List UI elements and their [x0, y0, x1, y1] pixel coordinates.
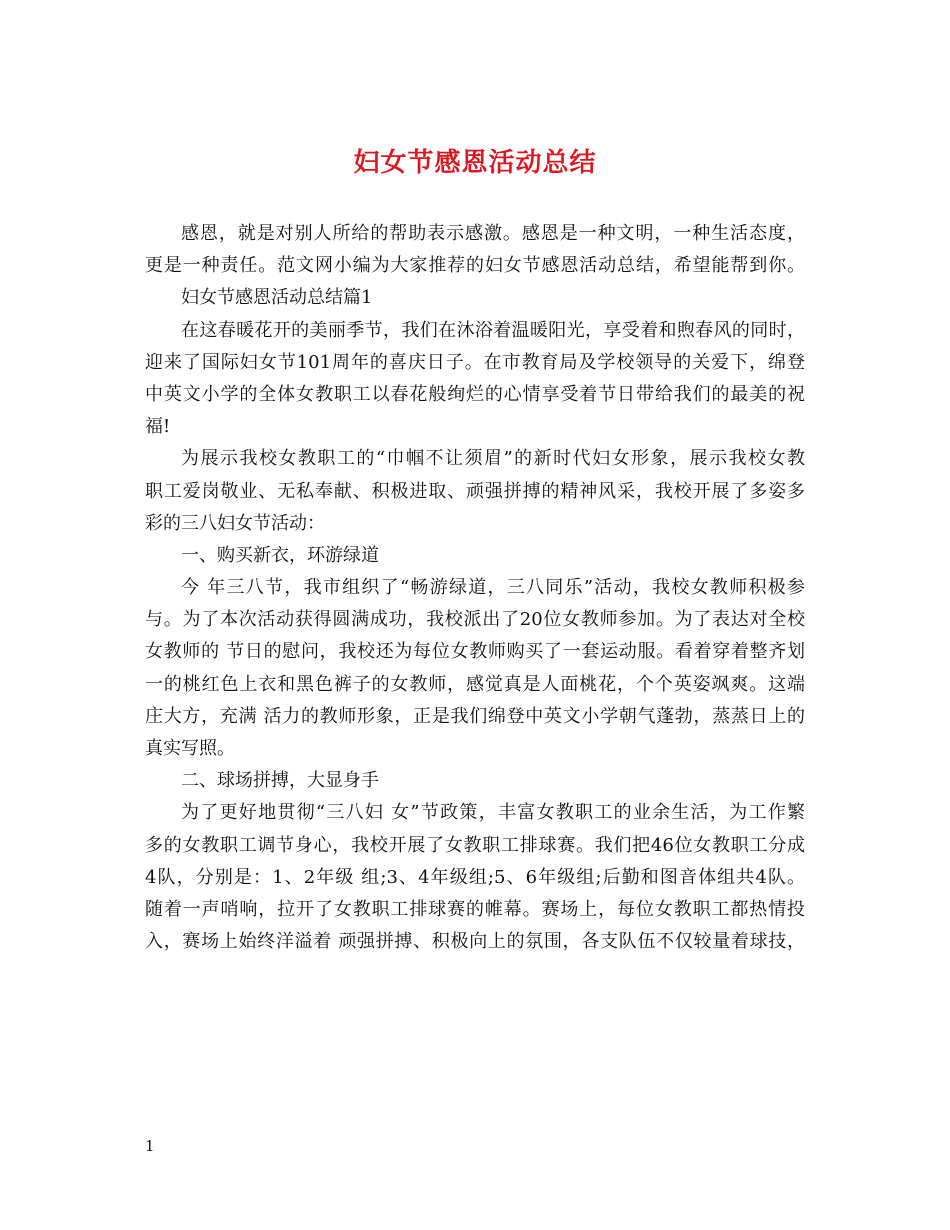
document-title: 妇女节感恩活动总结 [353, 148, 597, 178]
text-line: 为展示我校女教职工的“巾帼不让须眉”的新时代妇女形象，展示我校女教 [181, 448, 805, 470]
text-line: 今 年三八节，我市组织了“畅游绿道，三八同乐”活动，我校女教师积极参 [181, 577, 805, 599]
text-line: 福! [145, 416, 171, 438]
text-line: 随着一声哨响，拉开了女教职工排球赛的帷幕。赛场上，每位女教职工都热情投 [145, 898, 805, 920]
section-heading: 一、购买新衣，环游绿道 [181, 544, 379, 566]
text-line: 真实写照。 [145, 738, 235, 759]
text-line: 彩的三八妇女节活动： [145, 512, 325, 534]
text-line: 女教师的 节日的慰问，我校还为每位女教师购买了一套运动服。看着穿着整齐划 [145, 641, 805, 663]
text-line: 中英文小学的全体女教职工以春花般绚烂的心情享受着节日带给我们的最美的祝 [145, 383, 805, 405]
document-body [145, 218, 805, 958]
section-heading: 妇女节感恩活动总结篇1 [181, 287, 373, 309]
text-line: 为了更好地贯彻“三八妇 女”节政策，丰富女教职工的业余生活，为工作繁 [181, 802, 805, 824]
text-line: 在这春暖花开的美丽季节，我们在沐浴着温暖阳光，享受着和煦春风的同时， [181, 319, 805, 341]
text-line: 庄大方，充满 活力的教师形象，正是我们绵登中英文小学朝气蓬勃，蒸蒸日上的 [145, 705, 805, 727]
text-line: 入，赛场上始终洋溢着 顽强拼搏、积极向上的氛围，各支队伍不仅较量着球技， [145, 931, 805, 953]
text-line: 多的女教职工调节身心，我校开展了女教职工排球赛。我们把46位女教职工分成 [145, 834, 805, 856]
text-line: 一的桃红色上衣和黑色裤子的女教师，感觉真是人面桃花，个个英姿飒爽。这端 [145, 673, 805, 695]
text-line: 迎来了国际妇女节101周年的喜庆日子。在市教育局及学校领导的关爱下，绵登 [145, 351, 805, 373]
text-line: 感恩，就是对别人所给的帮助表示感激。感恩是一种文明，一种生活态度， [181, 223, 805, 244]
text-line: 更是一种责任。范文网小编为大家推荐的妇女节感恩活动总结，希望能帮到你。 [145, 255, 805, 277]
page-number: 1 [145, 1137, 155, 1155]
section-heading: 二、球场拼搏，大显身手 [181, 770, 379, 792]
text-line: 4队，分别是：1、2年级 组;3、4年级组;5、6年级组;后勤和图音体组共4队。 [145, 866, 805, 888]
text-line: 职工爱岗敬业、无私奉献、积极进取、顽强拼搏的精神风采，我校开展了多姿多 [145, 480, 805, 502]
text-line: 与。为了本次活动获得圆满成功，我校派出了20位女教师参加。为了表达对全校 [145, 609, 805, 631]
